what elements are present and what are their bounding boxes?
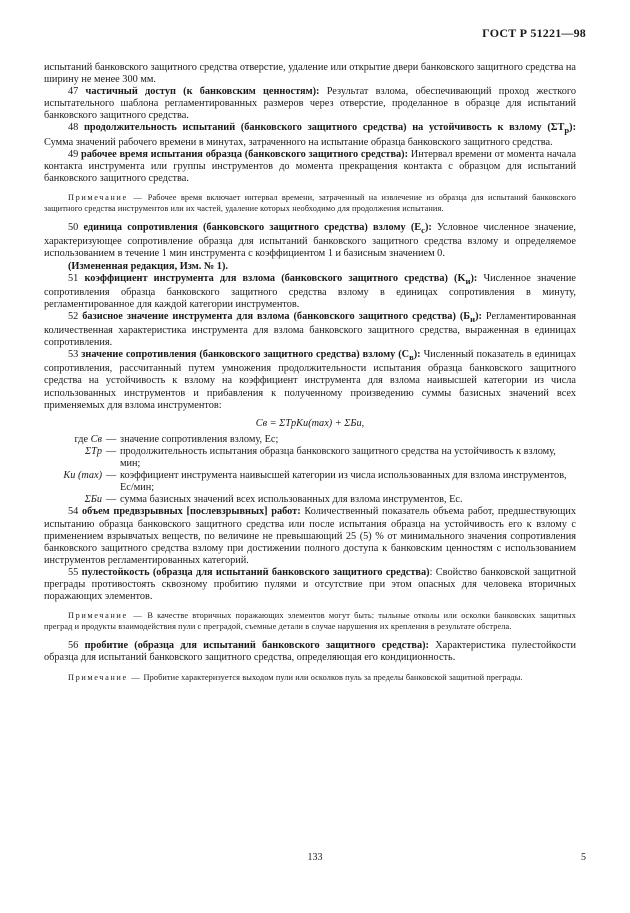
item-text: Численное значение сопротивления образца банковского защитного средства взлому в единицах сопротивления в минуту, регламентированное для каждой категории инструментов. [44,272,576,310]
item-number: 49 [68,148,79,160]
item-number: 48 [68,122,79,134]
definition-row: Kи (max) — коэффициент инструмента наивысшей категории из числа использованных для взлома инструментов, Eс/мин; [44,470,576,494]
amendment-note: (Измененная редакция, Изм. № 1). [68,260,228,272]
item-52 [44,311,576,349]
item-53 [44,349,576,412]
item-term: рабочее время испытания образца (банковского защитного средства): [81,148,409,160]
note-text: Рабочее время включает интервал времени, затраченный на извлечение из образца для испытаний банковского защитного средства инструментов или их частей, удаление которых необходимо для продолжения испытания. [44,192,576,213]
item-text: Характеристика пулестойкости образца для испытаний банковского защитного средства, определяющая его кондиционность. [44,640,577,664]
item-text: Интервал времени от момента начала контакта инструмента или группы инструментов до момента прекращения контакта с образцом для испытаний банковского защитного средства. [44,148,577,184]
item-number: 53 [68,349,79,361]
note-text: Пробитие характеризуется выходом пули или осколков пуль за пределы банковской защитной преграды. [143,672,523,682]
item-number: 50 [68,222,79,234]
item-term: базисное значение инструмента для взлома (банковского защитного средства) $(Б_и)$: [82,310,482,324]
item-47 [44,86,576,122]
note-1 [44,193,576,214]
document-body [44,62,576,691]
sheet-number: 5 [581,852,586,863]
item-term: значение сопротивления (банковского защитного средства) взлому $(С_в)$: [81,349,421,363]
item-text: : Свойство банковской защитной преграды противостоять сквозному пробитию пулями и отсутствие при этом опасных для человека вторичных поражающих элементов. [44,566,576,603]
definition-text: сумма базисных значений всех использованных для взлома инструментов, Eс. [120,494,463,506]
definition-row: ΣБи — сумма базисных значений всех использованных для взлома инструментов, Eс. [44,494,576,506]
item-54 [44,506,576,566]
item-56 [44,640,576,664]
item-number: 52 [68,310,79,322]
item-term: пулестойкость (образца для испытаний банковского защитного средства) [81,566,430,578]
item-term: коэффициент инструмента для взлома (банковского защитного средства) $(K_и)$: [84,272,478,286]
definition-where: где Св [74,433,102,445]
item-55 [44,567,576,603]
definitions [44,434,576,507]
item-term: частичный доступ (к банковским ценностям): [85,86,320,98]
item-text: Количественный показатель объема работ, предшествующих испытанию образца банковского защитного средства или после испытания образца на устойчивость его к взлому с применением взрывчатых веществ, по величине не превышающий 25 (5) % от минимального значения сопротивления банковского защитного средства взлому при достижении полного доступа к банковским ценностям с использованием инструментов регламентированных категорий. [44,506,576,566]
definition-row: где Св — значение сопротивления взлому, Eс; [44,434,576,446]
note-label: Примечание — [68,192,144,202]
definition-text: коэффициент инструмента наивысшей категории из числа использованных для взлома инструментов, Eс/мин; [120,470,567,494]
definition-symbol: ΣБи [84,494,102,506]
item-text: Численный показатель в единицах сопротивления, рассчитанный путем умножения продолжительности испытания образца банковского защитного средства на устойчивость к взлому на коэффициент инструмента для взлома наивысшей категории из числа использованных инструментов и прибавления к полученному произведению суммы базисных значений всех применяемых для взлома инструментов: [44,349,577,411]
standard-header: ГОСТ Р 51221—98 [482,26,586,40]
definition-text: значение сопротивления взлому, Eс; [120,433,279,445]
item-text: Условное численное значение, характеризующее сопротивление образца для испытаний банковского защитного средства взлому и определяемое использованием в течение 1 мин инструмента с коэффициентом 1 и базисным значением 0. [44,222,577,260]
item-term: единица сопротивления (банковского защитного средства) взлому $(E_с)$: [83,222,432,236]
item-number: 55 [68,566,79,578]
note-text: В качестве вторичных поражающих элементов могут быть: тыльные отколы или осколки банковских защитных преград и продукты взаимодействия пули с преградой, съемные детали в случае нарушения их крепления в результате обстрела. [44,611,576,631]
formula: Св = ΣTрKи(max) + ΣБи, [255,417,365,429]
item-number: 54 [68,506,79,518]
item-text: Регламентированная количественная характеристика инструмента для взлома банковского защитного средства, выраженная в единицах сопротивления. [44,310,577,349]
item-term: объем предвзрывных [послевзрывных] работ: [82,506,301,518]
item-number: 47 [68,86,79,98]
page-number: 133 [307,852,323,863]
definition-text: продолжительность испытания образца банковского защитного средства на устойчивость к взлому, мин; [120,445,556,470]
item-text: Результат взлома, обеспечивающий проход жесткого испытательного шаблона регламентированных размеров через отверстие, проделанное в образце для испытаний банковского защитного средства. [44,86,577,122]
item-49 [44,149,576,185]
note-2 [44,611,576,632]
note-label: Примечание — [68,672,142,682]
item-term: пробитие (образца для испытаний банковского защитного средства): [84,640,429,652]
note-3 [44,673,576,684]
item-text: Сумма значений рабочего времени в минутах, затраченного на испытание образца банковского защитного средства. [44,136,553,148]
note-label: Примечание — [68,611,144,621]
definition-symbol: Kи (max) [63,470,102,482]
item-number: 51 [68,272,79,284]
intro-paragraph: испытаний банковского защитного средства отверстие, удаление или открытие двери банковского защитного средства на ширину не менее 300 мм. [44,62,576,86]
definition-symbol: ΣTр [85,445,102,457]
item-50 [44,222,576,260]
item-number: 56 [68,640,79,652]
item-51 [44,273,576,311]
item-term: продолжительность испытаний (банковского защитного средства) на устойчивость к взлому $(\Sigma T_р)$: [83,122,577,136]
item-48 [44,122,576,148]
definition-row: ΣTр — продолжительность испытания образца банковского защитного средства на устойчивость к взлому, мин; [44,446,576,470]
